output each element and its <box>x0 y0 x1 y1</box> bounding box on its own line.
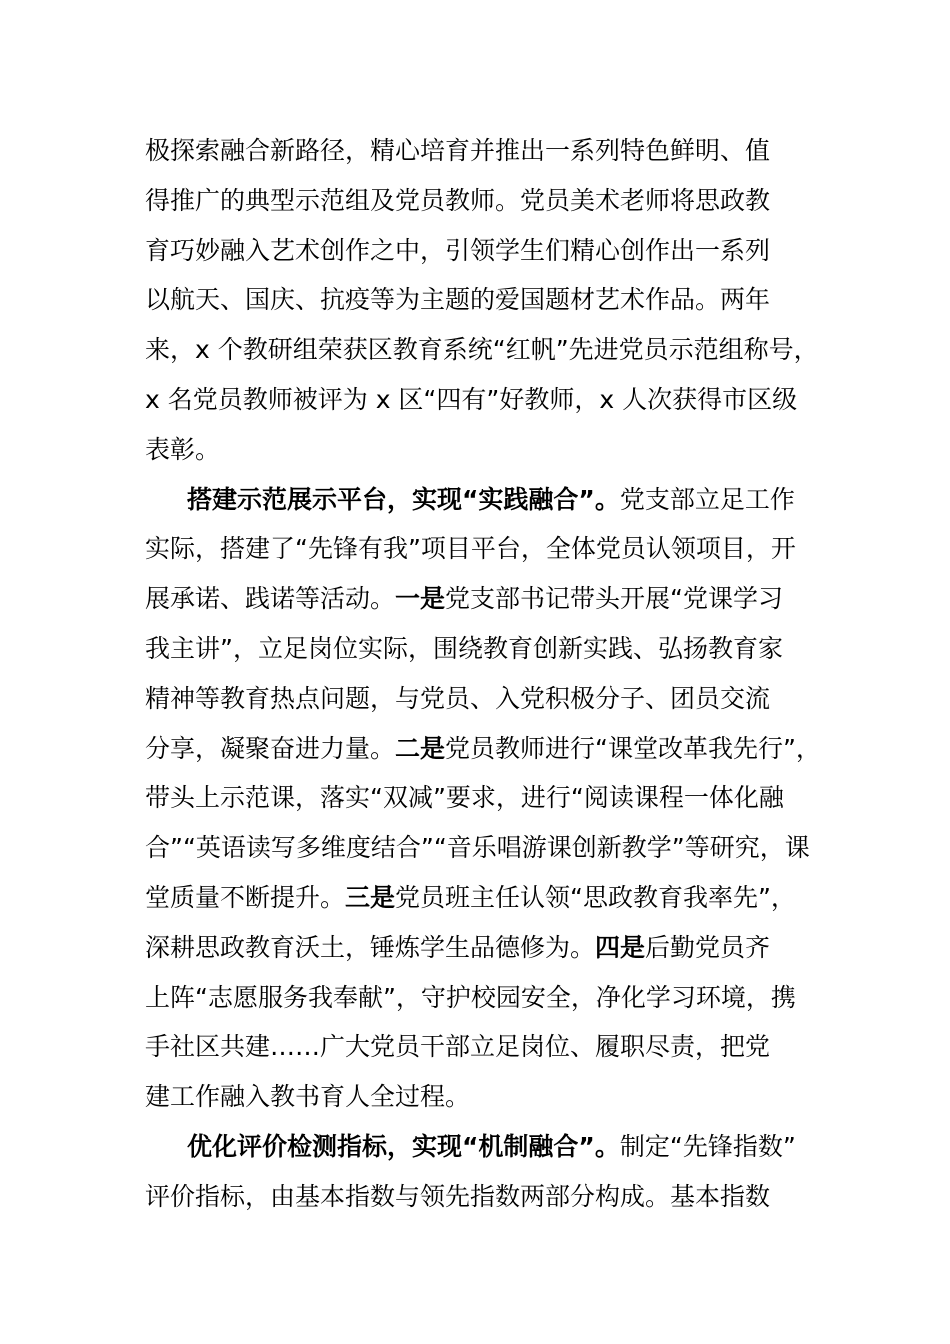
text-line: x 名党员教师被评为 x 区“四有”好教师，x 人次获得市区级 <box>145 384 798 414</box>
text-line: 极探索融合新路径，精心培育并推出一系列特色鲜明、值 <box>145 136 771 165</box>
text-line: 得推广的典型示范组及党员教师。党员美术老师将思政教 <box>145 185 771 215</box>
document-body <box>145 126 825 1222</box>
text-line: 我主讲”，立足岗位实际，围绕教育创新实践、弘扬教育家 <box>145 633 783 663</box>
paragraph-2 <box>145 475 825 1122</box>
ordinal-marker: 三是 <box>345 882 396 912</box>
text-line: 上阵“志愿服务我奉献”，守护校园安全，净化学习环境，携 <box>145 982 796 1012</box>
ordinal-marker: 四是 <box>595 932 646 962</box>
ordinal-marker: 二是 <box>395 733 446 763</box>
text-line: 建工作融入教书育人全过程。 <box>145 1082 471 1112</box>
ordinal-marker: 一是 <box>395 584 446 614</box>
text-line: 堂质量不断提升。三是党员班主任认领“思政教育我率先”， <box>145 882 796 912</box>
text-line: 评价指标，由基本指数与领先指数两部分构成。基本指数 <box>145 1181 771 1211</box>
text-line: 分享，凝聚奋进力量。二是党员教师进行“课堂改革我先行”， <box>145 733 821 763</box>
text-line: 表彰。 <box>145 434 221 464</box>
text-line: 育巧妙融入艺术创作之中，引领学生们精心创作出一系列 <box>145 235 771 265</box>
text-line: 合”“英语读写多维度结合”“音乐唱游课创新教学”等研究，课 <box>145 833 810 863</box>
text-line: 精神等教育热点问题，与党员、入党积极分子、团员交流 <box>145 683 771 713</box>
paragraph-3 <box>145 1122 825 1222</box>
section-heading: 搭建示范展示平台，实现“实践融合”。 <box>187 484 620 514</box>
text-line: 实际，搭建了“先锋有我”项目平台，全体党员认领项目，开 <box>145 534 796 564</box>
text-line: 以航天、国庆、抗疫等为主题的爱国题材艺术作品。两年 <box>145 285 771 315</box>
text-line: 手社区共建……广大党员干部立足岗位、履职尽责，把党 <box>145 1032 771 1062</box>
paragraph-1 <box>145 126 825 475</box>
text-line: 搭建示范展示平台，实现“实践融合”。党支部立足工作 <box>187 484 795 514</box>
text-line: 优化评价检测指标，实现“机制融合”。制定“先锋指数” <box>187 1131 796 1161</box>
text-line: 来，x 个教研组荣获区教育系统“红帆”先进党员示范组称号， <box>145 335 819 365</box>
text-line: 带头上示范课，落实“双减”要求，进行“阅读课程一体化融 <box>145 783 784 813</box>
text-line: 深耕思政教育沃土，锤炼学生品德修为。四是后勤党员齐 <box>145 932 771 962</box>
section-heading: 优化评价检测指标，实现“机制融合”。 <box>187 1131 620 1161</box>
text-line: 展承诺、践诺等活动。一是党支部书记带头开展“党课学习 <box>145 584 783 614</box>
